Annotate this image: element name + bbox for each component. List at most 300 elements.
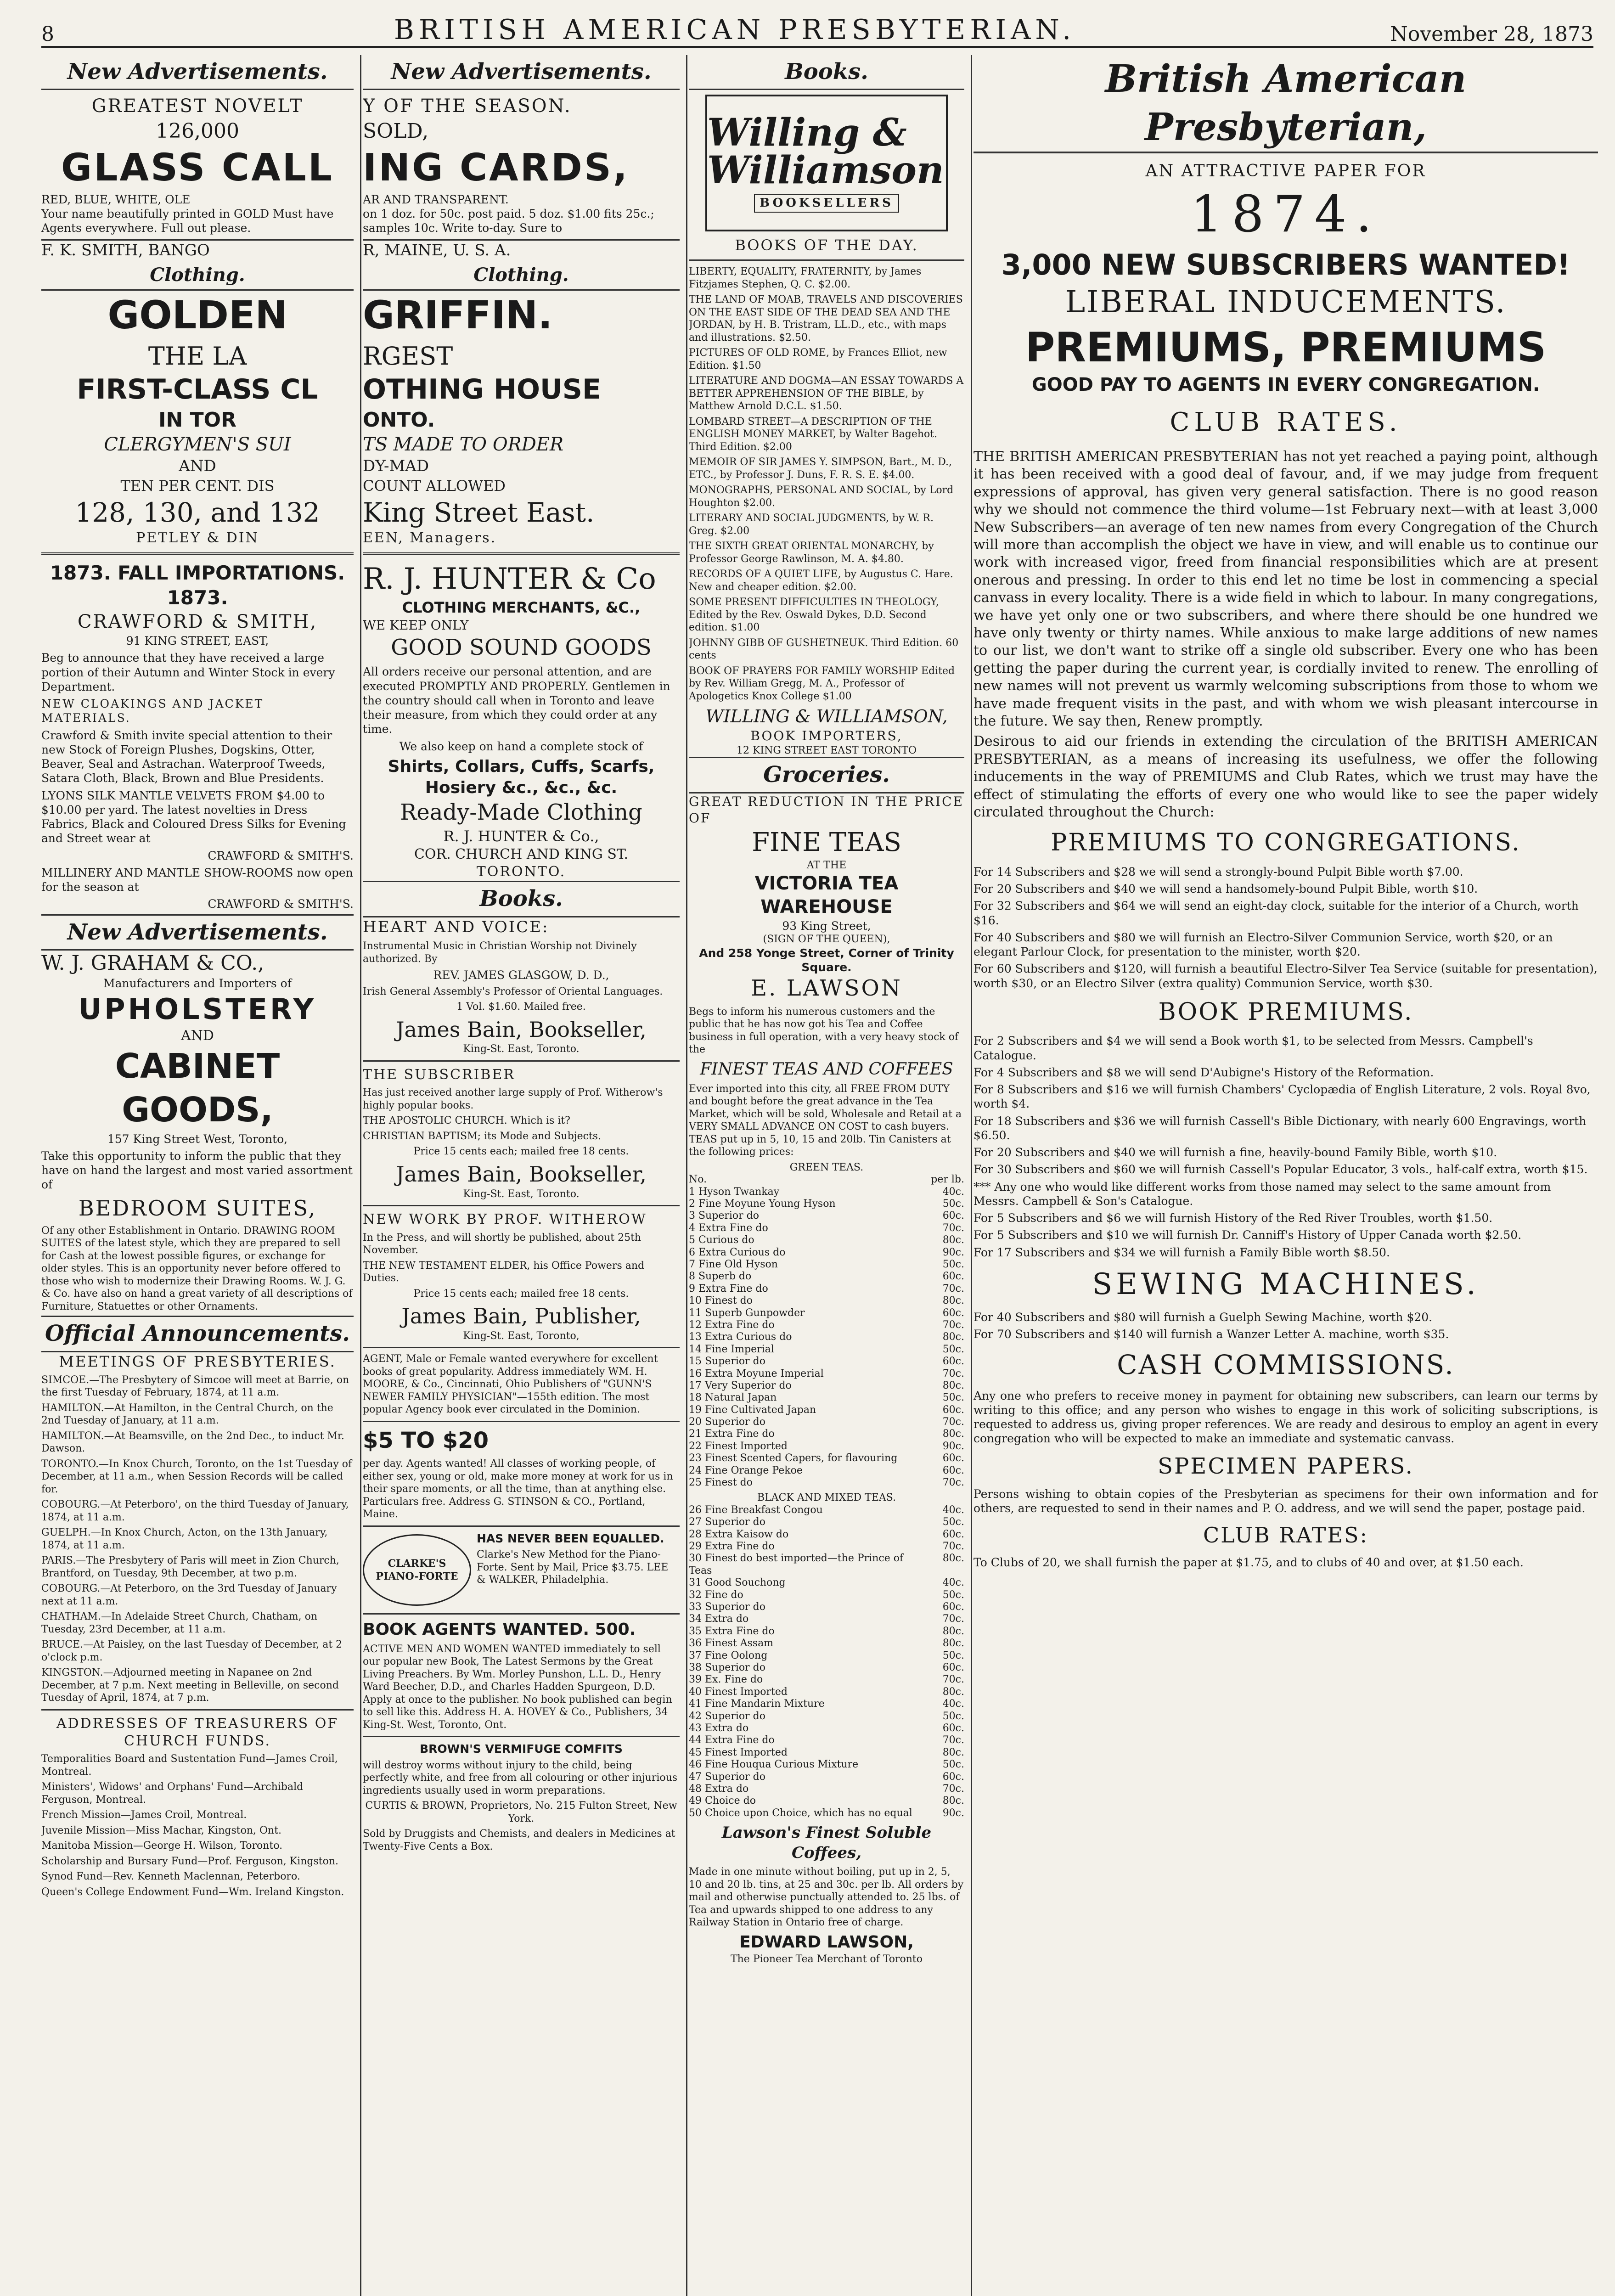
list-item: For 40 Subscribers and $80 will furnish a Guelph Sewing Machine, worth $20. xyxy=(974,1310,1433,1324)
tea-price: 50c. xyxy=(942,1392,964,1404)
section-heading: BOOK PREMIUMS. xyxy=(1158,998,1413,1026)
tea-price: 60c. xyxy=(942,1210,964,1222)
ad-text: Has just received another large supply of Prof. Witherow's highly popular books. xyxy=(363,1087,663,1111)
headline: 3,000 NEW SUBSCRIBERS WANTED! xyxy=(1001,248,1570,281)
ad-headline: ONTO. xyxy=(363,408,435,432)
ad-title: UPHOLSTERY xyxy=(78,992,317,1026)
ad-signature: CRAWFORD & SMITH'S. xyxy=(208,897,354,911)
tea-price: 70c. xyxy=(942,1541,964,1553)
tea-price: 80c. xyxy=(942,1686,964,1698)
section-heading: CLUB RATES: xyxy=(1203,1523,1369,1548)
ad-signature: E. LAWSON xyxy=(751,975,902,1002)
ad-signature: James Bain, Bookseller, xyxy=(396,1017,647,1042)
tea-price: 80c. xyxy=(942,1638,964,1649)
ad-text: will destroy worms without injury to the child, being perfectly white, and free from all colouring or other injurious ingredients usually used in worm preparations. xyxy=(363,1759,678,1796)
tea-price: 80c. xyxy=(942,1234,964,1246)
ad-signature: James Bain, Publisher, xyxy=(401,1304,641,1329)
list-item: For 14 Subscribers and $28 we will send a strongly-bound Pulpit Bible worth $7.00. xyxy=(974,865,1463,878)
ad-headline: CRAWFORD & SMITH, xyxy=(77,611,318,632)
section-heading: Books. xyxy=(363,881,680,917)
section-heading: New Advertisements. xyxy=(41,914,354,951)
tea-price: 40c. xyxy=(942,1186,964,1198)
tea-name: 22 Finest Imported xyxy=(689,1440,788,1452)
ad-headline: THE SUBSCRIBER xyxy=(363,1066,515,1083)
ad-address: King-St. East, Toronto. xyxy=(463,1188,580,1200)
sewing-list xyxy=(974,1310,1598,1342)
list-item: BRUCE.—At Paisley, on the last Tuesday of December, at 2 o'clock p.m. xyxy=(41,1639,343,1663)
page-header xyxy=(41,5,1593,48)
ad-text: REV. JAMES GLASGOW, D. D., xyxy=(433,968,609,982)
logo-text: Willing & Williamson xyxy=(707,110,944,192)
tea-price: 40c. xyxy=(942,1504,964,1516)
tea-price: 80c. xyxy=(942,1428,964,1440)
ad-text: Crawford & Smith invite special attention to their new Stock of Foreign Plushes, Dogskins, Otter, Beaver, Seal and Astrachan. Waterproof Tweeds, Satara Cloth, Black, Brown and Blue Presidents. xyxy=(41,728,332,785)
tea-price: 80c. xyxy=(942,1379,964,1391)
tea-name: 28 Extra Kaisow do xyxy=(689,1528,789,1540)
ad-text: per day. Agents wanted! All classes of working people, of either sex, young or old, make more money at work for us in their spare moments, or all the time, than at anything else. Particulars free. Address G. STINSON & CO., Portland, Maine. xyxy=(363,1458,673,1520)
tea-name: 5 Curious do xyxy=(689,1234,754,1246)
tea-name: 45 Finest Imported xyxy=(689,1746,788,1758)
ad-text: MILLINERY AND MANTLE SHOW-ROOMS now open for the season at xyxy=(41,866,353,894)
ad-title: GRIFFIN. xyxy=(363,293,553,338)
list-item: SIMCOE.—The Presbytery of Simcoe will meet at Barrie, on the first Tuesday of February, 1874, at 11 a.m. xyxy=(41,1374,349,1398)
tea-price: 80c. xyxy=(942,1331,964,1343)
list-item: For 2 Subscribers and $4 we will send a Book worth $1, to be selected from Messrs. Campbell's Catalogue. xyxy=(974,1034,1533,1062)
ad-text: BOOK IMPORTERS, xyxy=(750,728,903,744)
list-item: For 5 Subscribers and $10 we will furnish Dr. Canniff's History of Upper Canada worth $2.50. xyxy=(974,1228,1522,1242)
tea-name: 9 Extra Fine do xyxy=(689,1283,768,1294)
tea-name: 30 Finest do best imported—the Prince of Teas xyxy=(689,1553,904,1576)
tea-price: 70c. xyxy=(942,1783,964,1795)
list-item: For 18 Subscribers and $36 we will furnish Cassell's Bible Dictionary, with nearly 600 Engravings, worth $6.50. xyxy=(974,1114,1587,1142)
tea-name: 29 Extra Fine do xyxy=(689,1541,775,1553)
tea-name: 31 Good Souchong xyxy=(689,1577,786,1589)
tea-price: 60c. xyxy=(942,1307,964,1319)
tea-price: 60c. xyxy=(942,1271,964,1283)
column-1 xyxy=(41,55,361,2296)
ad-signature: EDWARD LAWSON, xyxy=(739,1932,914,1952)
body-paragraph: Any one who prefers to receive money in payment for obtaining new subscribers, can learn our terms by writing to this office; and any person who wishes to engage in this work of soliciting subscriptions, is requested to address us, giving proper references. We are ready and desirous to employ an agent in every congregation who will be expected to make an immediate and systematic canvass. xyxy=(974,1389,1598,1446)
black-teas-list xyxy=(689,1504,964,1819)
tea-name: 34 Extra do xyxy=(689,1613,749,1625)
ad-headline: FINEST TEAS AND COFFEES xyxy=(700,1059,953,1079)
tea-name: 50 Choice upon Choice, which has no equal xyxy=(689,1807,912,1819)
tea-price: 50c. xyxy=(942,1343,964,1355)
list-item: For 8 Subscribers and $16 we will furnish Chambers' Cyclopædia of English Literature, 2 vols. Royal 8vo, worth $4. xyxy=(974,1083,1591,1111)
ad-text: RED, BLUE, WHITE, OLE xyxy=(41,192,191,206)
ad-text: TEN PER CENT. DIS xyxy=(120,477,275,495)
book-premiums-list xyxy=(974,1034,1598,1260)
list-item: PICTURES OF OLD ROME, by Frances Elliot, new Edition. $1.50 xyxy=(689,347,947,371)
ad-text: Take this opportunity to inform the public that they have on hand the largest and most varied assortment of xyxy=(41,1149,353,1192)
tea-price: 80c. xyxy=(942,1625,964,1637)
ad-headline: W. J. GRAHAM & CO., xyxy=(41,951,264,975)
list-item: CHATHAM.—In Adelaide Street Church, Chatham, on Tuesday, 23rd December, at 11 a.m. xyxy=(41,1611,318,1635)
tea-name: 19 Fine Cultivated Japan xyxy=(689,1404,816,1416)
column-2 xyxy=(363,55,687,2296)
tea-price: 70c. xyxy=(942,1613,964,1625)
ad-address: TORONTO. xyxy=(476,863,566,880)
tea-price: 60c. xyxy=(942,1356,964,1367)
list-item: *** Any one who would like different works from those named may select to the same amount from Messrs. Campbell & Son's Catalogue. xyxy=(974,1180,1551,1208)
list-item: BOOK OF PRAYERS FOR FAMILY WORSHIP Edited by Rev. William Gregg, M. A., Professor of Apologetics Knox College $1.00 xyxy=(689,665,955,702)
tea-name: 1 Hyson Twankay xyxy=(689,1186,780,1198)
section-heading: New Advertisements. xyxy=(41,55,354,90)
list-item: THE SIXTH GREAT ORIENTAL MONARCHY, by Professor George Rawlinson, M. A. $4.80. xyxy=(689,540,934,565)
ad-title: FINE TEAS xyxy=(752,827,901,858)
tea-name: 10 Finest do xyxy=(689,1295,753,1307)
tea-name: 17 Very Superior do xyxy=(689,1379,792,1391)
tea-price: 50c. xyxy=(942,1759,964,1771)
ad-headline: NEW WORK BY PROF. WITHEROW xyxy=(363,1211,647,1228)
list-item: Queen's College Endowment Fund—Wm. Ireland Kingston. xyxy=(41,1886,344,1898)
tea-name: 43 Extra do xyxy=(689,1722,749,1734)
tea-price: 90c. xyxy=(942,1440,964,1452)
tea-name: 44 Extra Fine do xyxy=(689,1734,775,1746)
ad-title: ING CARDS, xyxy=(363,146,630,190)
tea-price: 90c. xyxy=(942,1246,964,1258)
ad-address: King-St. East, Toronto. xyxy=(463,1043,580,1055)
list-item: THE LAND OF MOAB, TRAVELS AND DISCOVERIES ON THE EAST SIDE OF THE DEAD SEA AND THE JORDAN, by H. B. Tristram, LL.D., etc., with maps and illustrations. $2.50. xyxy=(689,294,963,343)
congregation-premiums-list xyxy=(974,865,1598,990)
list-item: For 5 Subscribers and $6 we will furnish History of the Red River Troubles, worth $1.50. xyxy=(974,1211,1493,1225)
table-heading: BLACK AND MIXED TEAS. xyxy=(757,1492,896,1504)
tea-price: 70c. xyxy=(942,1319,964,1331)
ad-text: In the Press, and will shortly be published, about 25th November. xyxy=(363,1232,641,1256)
ad-text: Manufacturers and Importers of xyxy=(103,977,292,990)
list-item: HAMILTON.—At Hamilton, in the Central Church, on the 2nd Tuesday of January, at 11 a.m. xyxy=(41,1402,333,1426)
tea-price: 60c. xyxy=(942,1661,964,1673)
ad-headline: Lawson's Finest Soluble Coffees, xyxy=(721,1823,932,1862)
tea-name: 14 Fine Imperial xyxy=(689,1343,774,1355)
tea-price: 60c. xyxy=(942,1722,964,1734)
subsection-heading: MEETINGS OF PRESBYTERIES. xyxy=(59,1352,336,1370)
headline: GOOD PAY TO AGENTS IN EVERY CONGREGATION. xyxy=(1031,374,1540,396)
tea-name: 11 Superb Gunpowder xyxy=(689,1307,805,1319)
logo-subtext: BOOKSELLERS xyxy=(754,194,899,213)
tea-name: 33 Superior do xyxy=(689,1601,765,1613)
ad-title: GOLDEN xyxy=(107,293,287,338)
section-heading: Groceries. xyxy=(689,757,964,793)
list-item: For 4 Subscribers and $8 we will send D'Aubigne's History of the Reformation. xyxy=(974,1065,1434,1079)
subsection-heading: ADDRESSES OF TREASURERS OF CHURCH FUNDS. xyxy=(56,1715,339,1749)
tea-price: 80c. xyxy=(942,1295,964,1307)
year-heading: 1874. xyxy=(1190,184,1381,243)
list-item: Ministers', Widows' and Orphans' Fund—Archibald Ferguson, Montreal. xyxy=(41,1781,304,1806)
tea-price: 50c. xyxy=(942,1198,964,1210)
ad-text: DY-MAD xyxy=(363,457,429,476)
books-list xyxy=(689,265,964,703)
ad-headline: THE LA xyxy=(148,341,247,371)
column-4 xyxy=(974,55,1598,2296)
tea-price: 70c. xyxy=(942,1674,964,1686)
list-item: For 17 Subscribers and $34 we will furnish a Family Bible worth $8.50. xyxy=(974,1245,1390,1259)
ad-text: The Pioneer Tea Merchant of Toronto xyxy=(730,1953,923,1965)
ad-text: COUNT ALLOWED xyxy=(363,477,506,495)
ad-address: King Street East. xyxy=(363,496,595,528)
ad-text: LYONS SILK MANTLE VELVETS FROM $4.00 to $10.00 per yard. The latest novelties in Dress Fabrics, Black and Coloured Dress Silks for Evening and Street wear at xyxy=(41,788,346,845)
body-paragraph: Desirous to aid our friends in extending the circulation of the BRITISH AMERICAN PRESBYTERIAN, as a means of increasing its usefulness, we offer the following inducements in the way of PREMIUMS and Club Rates, which we trust may have the effect of stimulating the efforts of every one who would like to see the paper widely circulated throughout the Church: xyxy=(974,733,1598,820)
ad-text: NEW CLOAKINGS AND JACKET MATERIALS. xyxy=(41,697,264,725)
ad-text: on 1 doz. for 50c. post paid. 5 doz. $1.00 fits 25c.; samples 10c. Write to-day. Sure to xyxy=(363,207,654,235)
tea-price: 80c. xyxy=(942,1795,964,1807)
ad-headline: OTHING HOUSE xyxy=(363,373,601,405)
ad-title: R. J. HUNTER & Co xyxy=(363,562,656,597)
tea-name: 21 Extra Fine do xyxy=(689,1428,775,1440)
ad-signature: F. K. SMITH, BANGO xyxy=(41,239,354,261)
ad-headline: GOOD SOUND GOODS xyxy=(391,635,652,661)
list-item: MEMOIR OF SIR JAMES Y. SIMPSON, Bart., M. D., ETC., by Professor J. Duns, F. R. S. E. $4.00. xyxy=(689,456,952,481)
ad-text: Clarke's New Method for the Piano-Forte. Sent by Mail, Price $3.75. LEE & WALKER, Philadelphia. xyxy=(477,1549,669,1586)
section-heading: Clothing. xyxy=(363,260,680,291)
table-heading: GREEN TEAS. xyxy=(789,1161,864,1173)
ad-address: 12 KING STREET EAST TORONTO xyxy=(737,744,917,756)
ad-headline: GREATEST NOVELT xyxy=(91,96,304,117)
table-header: per lb. xyxy=(931,1174,964,1186)
body-paragraph: Persons wishing to obtain copies of the Presbyterian as specimens for their own information and for others, are requested to send in their names and P. O. address, and we will send the paper, postage paid. xyxy=(974,1487,1598,1515)
tea-name: 24 Fine Orange Pekoe xyxy=(689,1464,803,1476)
ad-headline: BOOK AGENTS WANTED. 500. xyxy=(363,1620,636,1639)
ad-address: King-St. East, Toronto, xyxy=(463,1330,580,1342)
list-item: For 20 Subscribers and $40 we will send a handsomely-bound Pulpit Bible, worth $10. xyxy=(974,882,1478,896)
subsection-heading: BOOKS OF THE DAY. xyxy=(735,236,918,254)
ad-count: 126,000 xyxy=(156,119,239,143)
ad-signature: R. J. HUNTER & Co., xyxy=(443,827,599,845)
tea-price: 60c. xyxy=(942,1404,964,1416)
list-item: For 32 Subscribers and $64 we will send an eight-day clock, suitable for the interior of a Church, worth $16. xyxy=(974,899,1579,927)
list-item: COBOURG.—At Peterboro, on the 3rd Tuesday of January next at 11 a.m. xyxy=(41,1583,337,1607)
ad-headline: CLERGYMEN'S SUI xyxy=(104,434,291,456)
ad-text: Sold by Druggists and Chemists, and dealers in Medicines at Twenty-Five Cents a Box. xyxy=(363,1828,675,1852)
ad-address: COR. CHURCH AND KING ST. xyxy=(414,846,629,862)
list-item: Juvenile Mission—Miss Machar, Kingston, Ont. xyxy=(41,1824,282,1836)
tea-name: 49 Choice do xyxy=(689,1795,756,1807)
masthead: BRITISH AMERICAN PRESBYTERIAN. xyxy=(394,14,1076,46)
tea-price: 70c. xyxy=(942,1283,964,1294)
tea-name: 36 Finest Assam xyxy=(689,1638,774,1649)
tea-name: 18 Natural Japan xyxy=(689,1392,777,1404)
tea-name: 37 Fine Oolong xyxy=(689,1649,768,1661)
ad-headline: HEART AND VOICE: xyxy=(363,917,549,936)
list-item: SOME PRESENT DIFFICULTIES IN THEOLOGY, Edited by the Rev. Oswald Dykes, D.D. Second edition. $1.00 xyxy=(689,597,939,634)
ad-title: GLASS CALL xyxy=(61,146,334,190)
list-item: Temporalities Board and Sustentation Fund—James Croil, Montreal. xyxy=(41,1753,338,1778)
section-heading: Official Announcements. xyxy=(41,1316,354,1352)
list-item: HAMILTON.—At Beamsville, on the 2nd Dec., to induct Mr. Dawson. xyxy=(41,1430,344,1454)
list-item: TORONTO.—In Knox Church, Toronto, on the 1st Tuesday of December, at 11 a.m., when Session Records will be called for. xyxy=(41,1458,352,1495)
tea-price: 50c. xyxy=(942,1649,964,1661)
tea-price: 70c. xyxy=(942,1416,964,1428)
tea-name: 27 Superior do xyxy=(689,1516,765,1528)
list-item: GUELPH.—In Knox Church, Acton, on the 13th January, 1874, at 11 a.m. xyxy=(41,1527,328,1551)
section-heading: PREMIUMS TO CONGREGATIONS. xyxy=(1051,829,1521,857)
ad-text: Of any other Establishment in Ontario. DRAWING ROOM SUITES of the latest style, which they are prepared to sell for Cash at the lowest possible figures, or exchange for older styles. This is an opportunity never before offered to those who wish to modernize their Drawing Rooms. W. J. G. & Co. have also on hand a great variety of all descriptions of Furniture, Statuettes or other Ornaments. xyxy=(41,1225,353,1312)
ad-headline: Shirts, Collars, Cuffs, Scarfs, Hosiery &c., &c., &c. xyxy=(388,757,655,798)
tea-name: 13 Extra Curious do xyxy=(689,1331,792,1343)
ad-headline: Ready-Made Clothing xyxy=(400,799,642,826)
ad-headline: GREAT REDUCTION IN THE PRICE OF xyxy=(689,793,964,826)
section-heading: CASH COMMISSIONS. xyxy=(1117,1349,1455,1381)
ad-signature: EEN, Managers. xyxy=(363,529,497,546)
body-paragraph: To Clubs of 20, we shall furnish the paper at $1.75, and to clubs of 40 and over, at $1.50 each. xyxy=(974,1556,1524,1570)
tea-price: 70c. xyxy=(942,1367,964,1379)
ad-headline: FIRST-CLASS CL xyxy=(77,373,318,405)
ad-address: 91 KING STREET, EAST, xyxy=(126,634,269,648)
tea-name: 48 Extra do xyxy=(689,1783,749,1795)
willing-williamson-logo xyxy=(705,95,948,231)
tea-name: 12 Extra Fine do xyxy=(689,1319,775,1331)
ad-headline: HAS NEVER BEEN EQUALLED. xyxy=(477,1531,664,1545)
ad-text: Your name beautifully printed in GOLD Must have Agents everywhere. Full out please. xyxy=(41,207,334,235)
ad-headline: IN TOR xyxy=(158,408,236,432)
tea-name: 35 Extra Fine do xyxy=(689,1625,775,1637)
meetings-list xyxy=(41,1374,354,1705)
ad-text: (SIGN OF THE QUEEN), xyxy=(763,934,890,945)
tea-name: 40 Finest Imported xyxy=(689,1686,788,1698)
tea-price: 50c. xyxy=(942,1710,964,1722)
ad-signature: WILLING & WILLIAMSON, xyxy=(705,706,948,727)
tea-price: 50c. xyxy=(942,1516,964,1528)
green-teas-list xyxy=(689,1186,964,1489)
list-item: JOHNNY GIBB OF GUSHETNEUK. Third Edition. 60 cents xyxy=(689,637,959,662)
tea-price: 60c. xyxy=(942,1528,964,1540)
paper-title: British American Presbyterian, xyxy=(974,55,1598,153)
list-item: COBOURG.—At Peterboro', on the third Tuesday of January, 1874, at 11 a.m. xyxy=(41,1499,349,1523)
ad-text: Ever imported into this city, all FREE FROM DUTY and bought before the great advance in the Tea Market, which will be sold, Wholesale and Retail at a VERY SMALL ADVANCE ON COST to cash buyers. TEAS put up in 5, 10, 15 and 20lb. Tin Canisters at the following prices: xyxy=(689,1083,962,1158)
tea-name: 46 Fine Houqua Curious Mixture xyxy=(689,1759,859,1771)
list-item: For 20 Subscribers and $40 we will furnish a fine, heavily-bound Family Bible, worth $10. xyxy=(974,1146,1497,1159)
ad-address: And 258 Yonge Street, Corner of Trinity Square. xyxy=(699,946,954,974)
ad-headline: RGEST xyxy=(363,341,453,371)
ad-signature: CRAWFORD & SMITH'S. xyxy=(208,849,354,862)
ad-text: ACTIVE MEN AND WOMEN WANTED immediately to sell our popular new Book, The Latest Sermons by the Great Living Preachers. By Wm. Morley Punshon, L.L. D., Henry Ward Beecher, D.D., and Charles Hadden Spurgeon, D.D. Apply at once to the publisher. No book published can begin to sell like this. Address H. A. HOVEY & Co., Publishers, 34 King-St. West, Toronto, Ont. xyxy=(363,1643,672,1731)
ad-address: 93 King Street, xyxy=(782,919,871,933)
ad-text: 1 Vol. $1.60. Mailed free. xyxy=(456,1001,586,1013)
ad-text: AT THE xyxy=(806,860,847,872)
headline: LIBERAL INDUCEMENTS. xyxy=(1065,284,1507,320)
list-item: For 30 Subscribers and $60 we will furnish Cassell's Popular Educator, 3 vols., half-calf extra, worth $15. xyxy=(974,1163,1588,1176)
ad-text: AND xyxy=(179,457,216,476)
section-heading: SEWING MACHINES. xyxy=(1092,1267,1480,1301)
ad-headline: TS MADE TO ORDER xyxy=(363,434,564,456)
list-item: KINGSTON.—Adjourned meeting in Napanee on 2nd December, at 7 p.m. Next meeting in Belleville, on second Tuesday of April, 1874, at 7 p.m. xyxy=(41,1667,339,1704)
tea-name: 26 Fine Breakfast Congou xyxy=(689,1504,823,1516)
tea-price: 50c. xyxy=(942,1589,964,1601)
ad-address: 128, 130, and 132 xyxy=(75,496,320,528)
page-number: 8 xyxy=(41,23,54,46)
ad-text: Beg to announce that they have received a large portion of their Autumn and Winter Stock in every Department. xyxy=(41,651,335,693)
list-item: LITERARY AND SOCIAL JUDGMENTS, by W. R. Greg. $2.00 xyxy=(689,512,934,537)
list-item: LIBERTY, EQUALITY, FRATERNITY, by James Fitzjames Stephen, Q. C. $2.00. xyxy=(689,266,922,290)
treasurers-list xyxy=(41,1753,354,1898)
tea-name: 38 Superior do xyxy=(689,1661,765,1673)
list-item: LITERATURE AND DOGMA—AN ESSAY TOWARDS A BETTER APPREHENSION OF THE BIBLE, by Matthew Arnold D.C.L. $1.50. xyxy=(689,375,964,412)
tea-price: 60c. xyxy=(942,1771,964,1783)
list-item: LOMBARD STREET—A DESCRIPTION OF THE ENGLISH MONEY MARKET, by Walter Bagehot. Third Edition. $2.00 xyxy=(689,416,938,453)
tea-name: 25 Finest do xyxy=(689,1477,753,1489)
ad-signature: PETLEY & DIN xyxy=(136,529,259,546)
ad-text: Begs to inform his numerous customers and the public that he has now got his Tea and Coffee business in full operation, with a very heavy stock of the xyxy=(689,1006,959,1056)
list-item: PARIS.—The Presbytery of Paris will meet in Zion Church, Brantford, on Tuesday, 9th December, at two p.m. xyxy=(41,1555,339,1579)
ad-headline: Y OF THE SEASON. xyxy=(363,96,572,117)
ad-text: All orders receive our personal attention, and are executed PROMPTLY AND PROPERLY. Gentlemen in the country should call when in Toronto and leave their measure, from which they could order at any time. xyxy=(363,665,670,736)
tea-price: 60c. xyxy=(942,1452,964,1464)
tea-price: 70c. xyxy=(942,1222,964,1234)
tea-name: 7 Fine Old Hyson xyxy=(689,1258,778,1270)
section-heading: SPECIMEN PAPERS. xyxy=(1158,1453,1414,1479)
tea-price: 40c. xyxy=(942,1577,964,1589)
ad-text: AND xyxy=(181,1027,214,1044)
ad-title: 1873. FALL IMPORTATIONS. 1873. xyxy=(50,562,345,609)
tea-price: 60c. xyxy=(942,1601,964,1613)
tea-price: 70c. xyxy=(942,1734,964,1746)
column-3 xyxy=(689,55,972,2296)
ad-text: Irish General Assembly's Professor of Oriental Languages. xyxy=(363,985,663,997)
tea-price: 70c. xyxy=(942,1477,964,1489)
tea-name: 6 Extra Curious do xyxy=(689,1246,786,1258)
list-item: Synod Fund—Rev. Kenneth Maclennan, Peterboro. xyxy=(41,1871,300,1883)
ad-text: WE KEEP ONLY xyxy=(363,618,469,633)
tea-name: 15 Superior do xyxy=(689,1356,765,1367)
list-item: Scholarship and Bursary Fund—Prof. Ferguson, Kingston. xyxy=(41,1855,339,1867)
ad-headline: CLOTHING MERCHANTS, &C., xyxy=(402,599,641,617)
list-item: For 60 Subscribers and $120, will furnish a beautiful Electro-Silver Tea Service (suitable for presentation), worth $30, or an Electro Silver (extra quality) Communion Service, worth $30. xyxy=(974,962,1598,990)
tea-name: 42 Superior do xyxy=(689,1710,765,1722)
tea-name: 47 Superior do xyxy=(689,1771,765,1783)
ad-signature: R, MAINE, U. S. A. xyxy=(363,239,680,261)
tea-price: 60c. xyxy=(942,1464,964,1476)
clarke-ad xyxy=(363,1531,680,1609)
tea-price: 80c. xyxy=(942,1553,964,1564)
tea-name: 39 Ex. Fine do xyxy=(689,1674,763,1686)
list-item: French Mission—James Croil, Montreal. xyxy=(41,1809,247,1821)
table-header: No. xyxy=(689,1174,707,1186)
ad-signature: James Bain, Bookseller, xyxy=(396,1161,647,1187)
tea-name: 32 Fine do xyxy=(689,1589,743,1601)
section-heading: Books. xyxy=(689,55,964,90)
ad-text: AGENT, Male or Female wanted everywhere for excellent books of great popularity. Address immediately WM. H. MOORE, & Co., Cincinnati, Ohio Publishers of "GUNN'S NEWER FAMILY PHYSICIAN"—155th edition. The most popular Agency book ever circulated in the Dominion. xyxy=(363,1353,658,1416)
list-item: For 40 Subscribers and $80 we will furnish an Electro-Silver Communion Service, worth $20, or an elegant Parlour Clock, for presentation to the minister, worth $20. xyxy=(974,930,1553,959)
tea-name: 20 Superior do xyxy=(689,1416,765,1428)
subtitle: AN ATTRACTIVE PAPER FOR xyxy=(1145,161,1426,180)
tea-name: 2 Fine Moyune Young Hyson xyxy=(689,1198,836,1210)
tea-name: 3 Superior do xyxy=(689,1210,759,1222)
list-item: Manitoba Mission—George H. Wilson, Toronto. xyxy=(41,1840,283,1852)
body-paragraph: THE BRITISH AMERICAN PRESBYTERIAN has not yet reached a paying point, although it has been received with a good deal of favour, and, if we may judge from frequent expressions of approval, has given very general satisfaction. There is no good reason why we should not commence the third volume—1st February next—with at least 3,000 New Subscribers—an average of ten new names from every Congregation of the Church will more than accomplish the object we have in view, and will enable us to continue our work with increased vigor, freed from financial responsibilities which are at present onerous and pressing. In order to this end let no time be lost in commencing a special canvass in every locality. There is a wide field in which to labour. In many congregations, we have yet only one or two subscribers, and where there should be one hundred we have only twenty or thirty names. While anxious to make large additions of new names to our list, we don't want to strike off a single old subscriber. Every one who has been getting the paper during the current year, is cordially invited to renew. The enrolling of new names will not prevent us warmly welcoming subscriptions from those to whom we have made frequent visits in the past, and with whom we wish pleasant intercourse in the future. We say then, Renew promptly. xyxy=(974,449,1598,729)
ad-address: 157 King Street West, Toronto, xyxy=(107,1132,288,1146)
ad-text: THE APOSTOLIC CHURCH. Which is it? xyxy=(363,1115,570,1127)
ad-headline: BEDROOM SUITES, xyxy=(78,1195,317,1221)
tea-name: 16 Extra Moyune Imperial xyxy=(689,1367,824,1379)
ad-headline: BROWN'S VERMIFUGE COMFITS xyxy=(420,1742,623,1756)
ad-title: VICTORIA TEA WAREHOUSE xyxy=(754,872,899,917)
tea-name: 41 Fine Mandarin Mixture xyxy=(689,1698,825,1710)
list-item: For 70 Subscribers and $140 will furnish a Wanzer Letter A. machine, worth $35. xyxy=(974,1328,1449,1341)
ad-text: SOLD, xyxy=(363,119,429,143)
headline: PREMIUMS, PREMIUMS xyxy=(1025,323,1547,371)
tea-price: 50c. xyxy=(942,1258,964,1270)
tea-price: 90c. xyxy=(942,1807,964,1819)
tea-name: 4 Extra Fine do xyxy=(689,1222,768,1234)
list-item: RECORDS OF A QUIET LIFE, by Augustus C. Hare. New and cheaper edition. $2.00. xyxy=(689,568,953,593)
green-teas-table xyxy=(689,1174,964,1186)
ad-title: CABINET GOODS, xyxy=(115,1047,280,1130)
list-item: MONOGRAPHS, PERSONAL AND SOCIAL, by Lord Houghton $2.00. xyxy=(689,484,954,509)
ad-text: AR AND TRANSPARENT. xyxy=(363,192,509,206)
ad-signature: CURTIS & BROWN, Proprietors, No. 215 Fulton Street, New York. xyxy=(365,1800,677,1824)
issue-date: November 28, 1873 xyxy=(1390,23,1593,46)
ad-text: THE NEW TESTAMENT ELDER, his Office Powers and Duties. xyxy=(363,1260,645,1284)
